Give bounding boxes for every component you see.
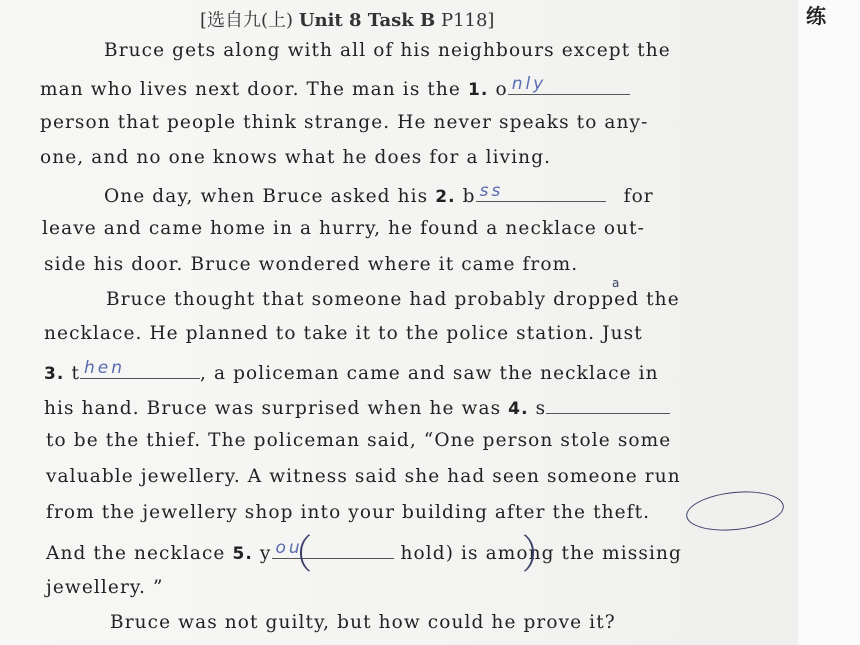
passage-line: And the necklace 5. y ou hold) is among the missing	[46, 538, 682, 564]
corner-character: 练	[806, 4, 826, 28]
passage-line: 3. t hen , a policeman came and saw the necklace in	[44, 358, 659, 384]
passage-line: Bruce was not guilty, but how could he prove it?	[110, 612, 616, 633]
passage-line: one, and no one knows what he does for a living.	[40, 147, 552, 168]
blank-number-3: 3.	[44, 364, 65, 384]
passage-line: necklace. He planned to take it to the police station. Just	[44, 323, 643, 344]
answer-blank-4[interactable]	[546, 395, 670, 414]
answer-blank-1[interactable]	[508, 76, 630, 95]
handwritten-answer-2: ss	[479, 181, 504, 201]
header-page: P118]	[440, 10, 495, 31]
blank-number-5: 5.	[232, 544, 253, 564]
answer-blank-3[interactable]	[80, 360, 200, 379]
passage-line: valuable jewellery. A witness said she had seen someone run	[46, 466, 681, 487]
source-header	[200, 6, 494, 32]
passage-line: jewellery. ”	[46, 577, 164, 598]
passage-line: his hand. Bruce was surprised when he was 4. s	[44, 395, 670, 419]
handwritten-answer-3: hen	[84, 358, 126, 378]
passage-line: Bruce thought that someone had probably dropped the	[106, 289, 680, 310]
passage-line: One day, when Bruce asked his 2. b ss for	[104, 181, 654, 207]
blank-number-4: 4.	[508, 399, 529, 419]
passage-line: from the jewellery shop into your building after the theft.	[46, 502, 651, 523]
header-prefix: [选自九(上)	[200, 10, 294, 31]
passage-line: man who lives next door. The man is the 1. o nly	[40, 76, 630, 100]
passage-line: Bruce gets along with all of his neighbours except the	[104, 40, 671, 61]
passage-line: leave and came home in a hurry, he found a necklace out-	[42, 218, 646, 239]
answer-blank-2[interactable]	[476, 183, 606, 202]
header-unit: Unit 8 Task B	[298, 10, 436, 31]
passage-line: side his door. Bruce wondered where it came from.	[44, 254, 579, 275]
handwritten-answer-1: nly	[511, 74, 547, 94]
page-margin	[798, 0, 860, 645]
handwritten-bracket	[300, 530, 534, 576]
blank-number-1: 1.	[467, 80, 489, 100]
insertion-mark: a	[612, 276, 620, 290]
passage-line: person that people think strange. He never speaks to any-	[40, 112, 649, 133]
handwritten-answer-5: ou	[275, 538, 303, 558]
blank-number-2: 2.	[435, 187, 456, 207]
passage-line: to be the thief. The policeman said, “One person stole some	[46, 430, 672, 451]
